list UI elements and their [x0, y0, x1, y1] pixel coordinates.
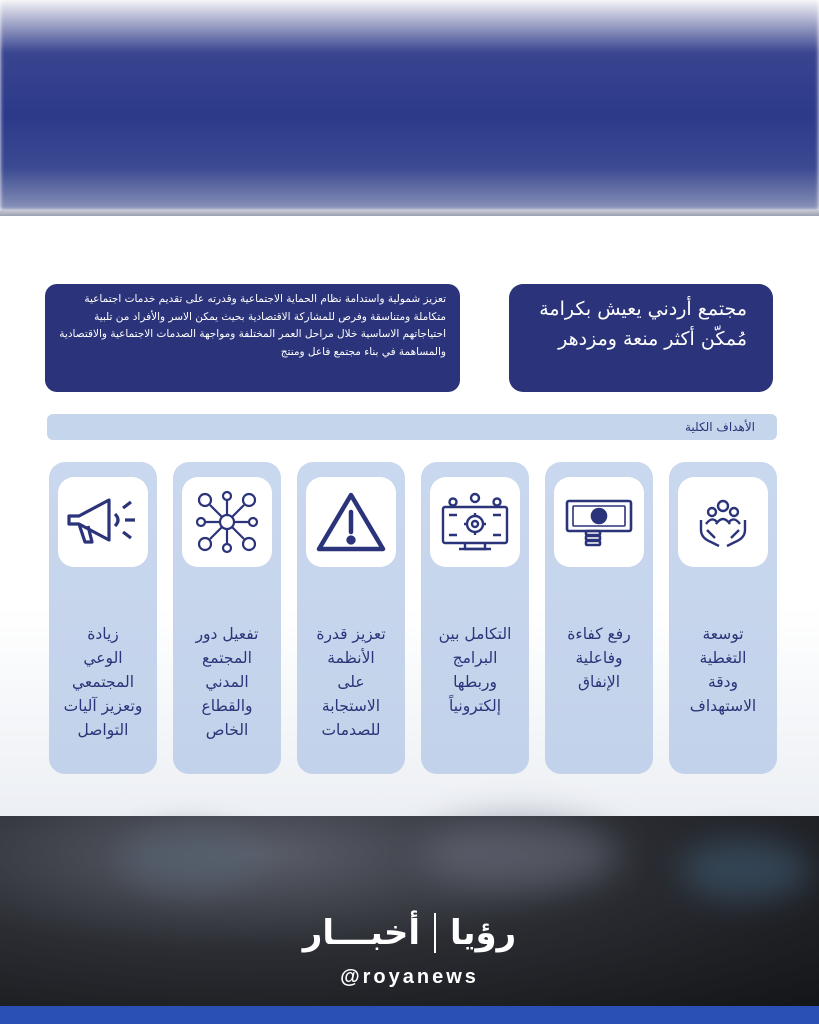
goal-label: رفع كفاءة وفاعلية الإنفاق — [567, 625, 631, 691]
icon-tile — [306, 477, 396, 567]
icon-tile — [554, 477, 644, 567]
money-icon — [564, 497, 634, 547]
hands-people-icon — [693, 492, 753, 552]
vision-text: مجتمع أردني يعيش بكرامة مُمكّن أكثر منعة ومزدهر — [539, 298, 747, 350]
goal-card — [297, 462, 405, 774]
logo-roya: رؤيا — [450, 913, 517, 953]
computer-gears-icon — [439, 491, 511, 553]
goals-row — [47, 462, 777, 774]
goal-label: تفعيل دور المجتمع المدني والقطاع الخاص — [195, 625, 259, 739]
icon-tile — [678, 477, 768, 567]
goal-label: التكامل بين البرامج وربطها إلكترونياً — [438, 625, 512, 715]
vision-box — [509, 284, 773, 392]
goal-label: تعزيز قدرة الأنظمة على الاستجابة للصدمات — [316, 625, 386, 739]
goal-card — [669, 462, 777, 774]
blurred-header-background — [0, 0, 819, 210]
goal-card — [49, 462, 157, 774]
megaphone-icon — [63, 492, 143, 552]
network-people-icon — [193, 488, 261, 556]
social-handle: @royanews — [340, 966, 479, 988]
brand-logo — [0, 908, 819, 958]
goal-label: زيادة الوعي المجتمعي وتعزيز آليات التواصل — [63, 625, 143, 739]
blur-shape — [680, 840, 810, 900]
warning-icon — [315, 490, 387, 554]
goal-card — [421, 462, 529, 774]
blur-shape — [120, 830, 260, 890]
goal-label: توسعة التغطية ودقة الاستهداف — [689, 625, 757, 715]
bottom-stripe — [0, 1006, 819, 1024]
goals-title: الأهداف الكلية — [684, 420, 755, 434]
icon-tile — [58, 477, 148, 567]
goal-card — [545, 462, 653, 774]
mission-box — [45, 284, 460, 392]
icon-tile — [430, 477, 520, 567]
logo-akhbar: أخبـــار — [302, 913, 420, 953]
goal-card — [173, 462, 281, 774]
infographic-panel — [0, 216, 819, 816]
mission-text: تعزيز شمولية واستدامة نظام الحماية الاجتماعية وقدرته على تقديم خدمات اجتماعية متكاملة ومتناسقة وفرص للمشاركة الاقتصادية بحيث يمكن الاسر والأفراد من تلبية احتياجاتهم الاساسية خلال مراحل العمر المختلفة ومواجهة الصدمات الاجتماعية والاقتصادية والمساهمة في بناء مجتمع فاعل ومنتج — [59, 293, 446, 358]
icon-tile — [182, 477, 272, 567]
blur-shape — [420, 820, 620, 890]
goals-title-bar — [47, 414, 777, 440]
logo-divider — [434, 913, 436, 953]
